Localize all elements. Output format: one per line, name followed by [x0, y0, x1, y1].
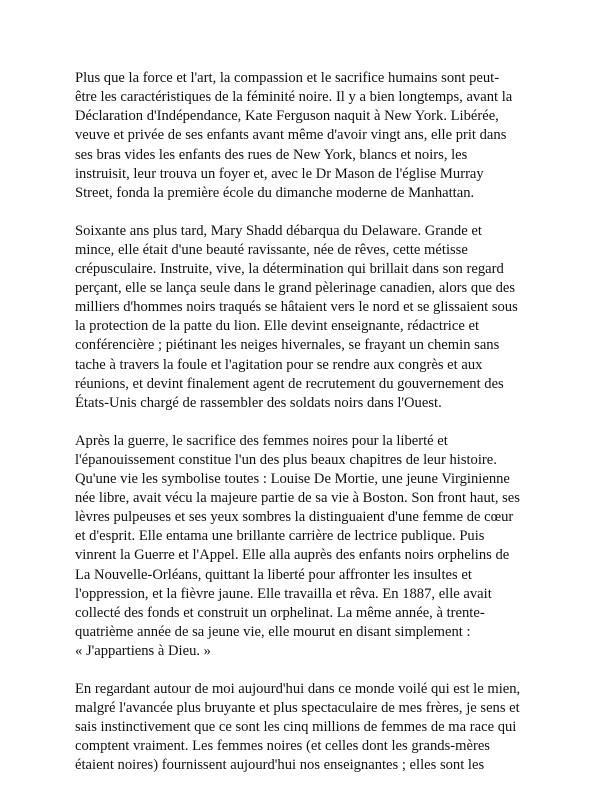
paragraph-3: [75, 432, 530, 662]
text-line: États-Unis chargé de rassembler des soldats noirs dans l'Ouest.: [75, 394, 442, 411]
text-line: née libre, avait vécu la majeure partie de sa vie à Boston. Son front haut, ses: [75, 490, 520, 506]
text-line: étaient noires) fournissent aujourd'hui nos enseignantes ; elles sont les: [75, 757, 485, 774]
text-line: milliers d'hommes noirs traqués se hâtaient vers le nord et se glissaient sous: [75, 299, 518, 316]
paragraph-2: [75, 222, 530, 413]
text-line: comptent vraiment. Les femmes noires (et celles dont les grands-mères: [75, 738, 490, 755]
text-line: vinrent la Guerre et l'Appel. Elle alla auprès des enfants noirs orphelins de: [75, 547, 510, 564]
document-page: [75, 69, 530, 794]
text-line: lèvres pulpeuses et ses yeux sombres la distinguaient d'une femme de cœur: [75, 509, 514, 526]
text-line: « J'appartiens à Dieu. »: [75, 643, 211, 660]
text-line: perçant, elle se lança seule dans le grand pèlerinage canadien, alors que des: [75, 280, 516, 296]
text-line: tache à travers la foule et l'agitation pour se rendre aux congrès et aux: [75, 356, 483, 373]
text-line: l'oppression, et la fièvre jaune. Elle travailla et rêva. En 1887, elle avait: [75, 585, 492, 602]
text-line: Street, fonda la première école du dimanche moderne de Manhattan.: [75, 184, 475, 201]
text-line: sais instinctivement que ce sont les cinq millions de femmes de ma race qui: [75, 719, 517, 736]
text-line: mince, elle était d'une beauté ravissante, née de rêves, cette métisse: [75, 241, 468, 258]
text-line: conférencière ; piétinant les neiges hivernales, se frayant un chemin sans: [75, 337, 500, 354]
text-line: collecté des fonds et construit un orphelinat. La même année, à trente-: [75, 604, 485, 621]
text-line: crépusculaire. Instruite, vive, la détermination qui brillait dans son regard: [75, 260, 504, 277]
text-line: réunions, et devint finalement agent de recrutement du gouvernement des: [75, 375, 504, 392]
text-line: ses bras vides les enfants des rues de New York, blancs et noirs, les: [75, 146, 468, 163]
text-line: En regardant autour de moi aujourd'hui dans ce monde voilé qui est le mien,: [75, 680, 521, 697]
text-line: Plus que la force et l'art, la compassion et le sacrifice humains sont peut-: [75, 70, 500, 86]
text-line: être les caractéristiques de la féminité noire. Il y a bien longtemps, avant la: [75, 89, 513, 106]
text-line: et d'esprit. Elle entama une brillante carrière de lectrice publique. Puis: [75, 528, 485, 545]
text-line: la protection de la patte du lion. Elle devint enseignante, rédactrice et: [75, 318, 480, 335]
text-line: Soixante ans plus tard, Mary Shadd débarqua du Delaware. Grande et: [75, 222, 482, 239]
text-line: Après la guerre, le sacrifice des femmes noires pour la liberté et: [75, 432, 448, 449]
text-line: instruisit, leur trouva un foyer et, avec le Dr Mason de l'église Murray: [75, 165, 484, 182]
text-line: Déclaration d'Indépendance, Kate Ferguson naquit à New York. Libérée,: [75, 108, 499, 125]
text-line: veuve et privée de ses enfants avant même d'avoir vingt ans, elle prit dans: [75, 127, 507, 144]
text-line: quatrième année de sa jeune vie, elle mourut en disant simplement :: [75, 623, 471, 640]
text-line: malgré l'avancée plus bruyante et plus spectaculaire de mes frères, je sens et: [75, 700, 520, 716]
text-line: l'épanouissement constitue l'un des plus beaux chapitres de leur histoire.: [75, 451, 497, 468]
text-line: Qu'une vie les symbolise toutes : Louise De Mortie, une jeune Virginienne: [75, 470, 510, 487]
paragraph-4: [75, 680, 530, 776]
text-line: La Nouvelle-Orléans, quittant la liberté pour affronter les insultes et: [75, 566, 472, 583]
paragraph-1: [75, 69, 530, 203]
